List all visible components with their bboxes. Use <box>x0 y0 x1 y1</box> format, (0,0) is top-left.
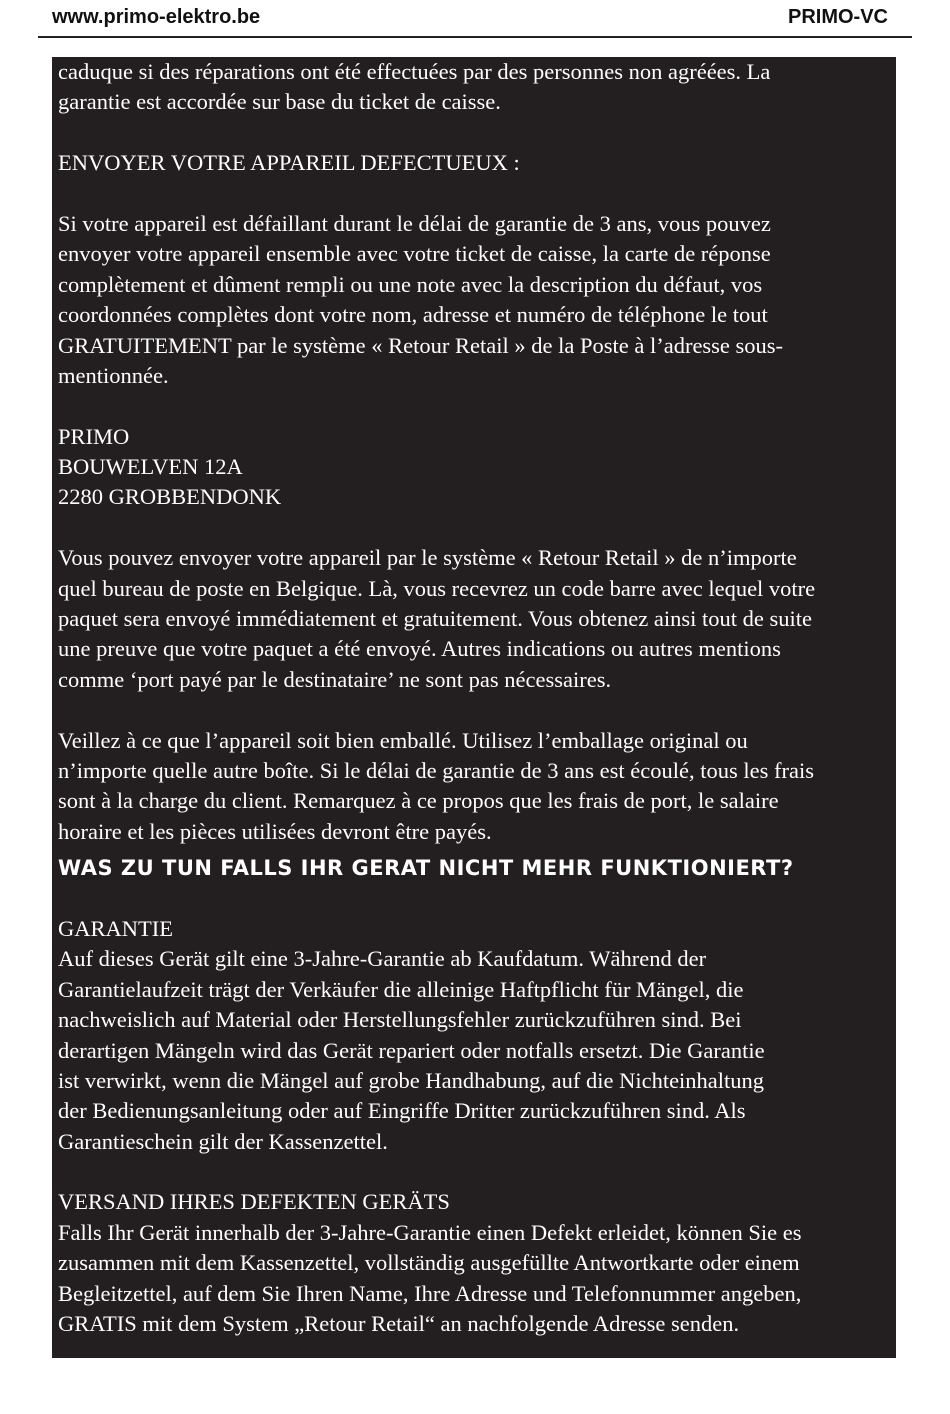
text-line: coordonnées complètes dont votre nom, adresse et numéro de téléphone le tout <box>58 302 768 328</box>
fr-post-paragraph <box>58 543 896 695</box>
text-line: nachweislich auf Material oder Herstellungsfehler zurückzuführen sind. Bei <box>58 1007 742 1033</box>
text-line: horaire et les pièces utilisées devront être payés. <box>58 818 492 844</box>
de-section-heading: WAS ZU TUN FALLS IHR GERAT NICHT MEHR FUNKTIONIERT? <box>58 856 794 881</box>
text-line: ist verwirkt, wenn die Mängel auf grobe Handhabung, auf die Nichteinhaltung <box>58 1067 765 1093</box>
text-line: comme ‘port payé par le destinataire’ ne sont pas nécessaires. <box>58 666 612 692</box>
text-line: envoyer votre appareil ensemble avec votre ticket de caisse, la carte de réponse <box>58 241 771 267</box>
website-url: www.primo-elektro.be <box>52 6 261 28</box>
text-line: Auf dieses Gerät gilt eine 3-Jahre-Garantie ab Kaufdatum. Während der <box>58 946 707 972</box>
fr-send-title: ENVOYER VOTRE APPAREIL DEFECTUEUX : <box>58 150 520 176</box>
text-line: der Bedienungsanleitung oder auf Eingriffe Dritter zurückzuführen sind. Als <box>58 1098 746 1124</box>
text-line: complètement et dûment rempli ou une note avec la description du défaut, vos <box>58 271 763 297</box>
text-line: Vous pouvez envoyer votre appareil par le système « Retour Retail » de n’importe <box>58 545 797 571</box>
text-line: derartigen Mängeln wird das Gerät repariert oder notfalls ersetzt. Die Garantie <box>58 1037 765 1063</box>
fr-send-paragraph <box>58 209 896 391</box>
de-ship-paragraph <box>58 1218 896 1340</box>
text-line: Veillez à ce que l’appareil soit bien emballé. Utilisez l’emballage original ou <box>58 727 748 753</box>
text-line: n’importe quelle autre boîte. Si le délai de garantie de 3 ans est écoulé, tous les frais <box>58 757 814 783</box>
text-line: Falls Ihr Gerät innerhalb der 3-Jahre-Garantie einen Defekt erleidet, können Sie es <box>58 1219 802 1245</box>
text-line: zusammen mit dem Kassenzettel, vollständig ausgefüllte Antwortkarte oder einem <box>58 1250 800 1276</box>
fr-pack-paragraph <box>58 726 896 848</box>
address-line: 2280 GROBBENDONK <box>58 484 282 510</box>
text-line: mentionnée. <box>58 362 169 388</box>
text-line: une preuve que votre paquet a été envoyé. Autres indications ou autres mentions <box>58 636 781 662</box>
model-name: PRIMO-VC <box>788 6 888 28</box>
text-line: Garantielaufzeit trägt der Verkäufer die alleinige Haftpflicht für Mängel, die <box>58 976 744 1002</box>
address-line: PRIMO <box>58 423 130 449</box>
text-line: quel bureau de poste en Belgique. Là, vous recevrez un code barre avec lequel votre <box>58 575 816 601</box>
text-line: Si votre appareil est défaillant durant le délai de garantie de 3 ans, vous pouvez <box>58 210 771 236</box>
de-guarantee-paragraph <box>58 944 896 1157</box>
text-line: paquet sera envoyé immédiatement et gratuitement. Vous obtenez ainsi tout de suite <box>58 606 812 632</box>
text-line: caduque si des réparations ont été effectuées par des personnes non agréées. La <box>58 59 771 84</box>
page-header <box>38 0 912 38</box>
de-ship-title: VERSAND IHRES DEFEKTEN GERÄTS <box>58 1189 450 1215</box>
text-line: Begleitzettel, auf dem Sie Ihren Name, Ihre Adresse und Telefonnummer angeben, <box>58 1280 802 1306</box>
text-line: garantie est accordée sur base du ticket de caisse. <box>58 89 501 115</box>
fr-address-block <box>58 422 896 513</box>
fr-intro-paragraph <box>58 57 896 118</box>
address-line: BOUWELVEN 12A <box>58 454 243 480</box>
text-line: GRATIS mit dem System „Retour Retail“ an nachfolgende Adresse senden. <box>58 1311 740 1337</box>
text-line: Garantieschein gilt der Kassenzettel. <box>58 1128 388 1154</box>
text-line: GRATUITEMENT par le système « Retour Retail » de la Poste à l’adresse sous- <box>58 332 784 358</box>
text-line: sont à la charge du client. Remarquez à ce propos que les frais de port, le salaire <box>58 788 779 814</box>
de-guarantee-title: GARANTIE <box>58 915 173 941</box>
text-panel <box>52 57 896 1358</box>
